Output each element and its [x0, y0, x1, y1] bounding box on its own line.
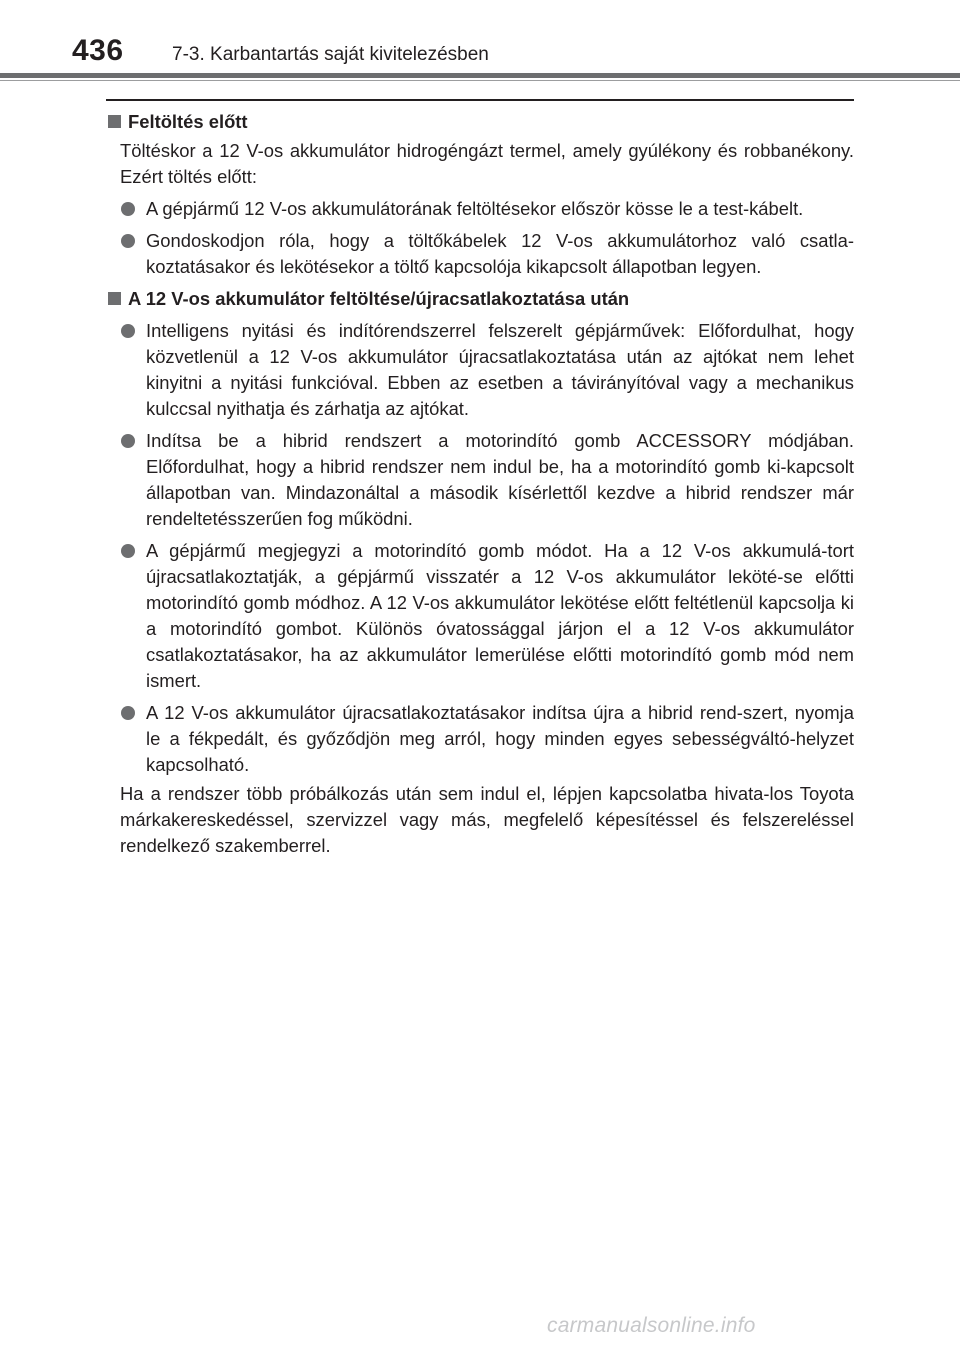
section-closing: Ha a rendszer több próbálkozás után sem indul el, lépjen kapcsolatba hivata-los Toyota márkakereskedéssel, szervizzel vagy más, megfelelő képesítéssel és felszereléssel rendelkező szakemberrel.: [120, 783, 854, 856]
list-item-text: A 12 V-os akkumulátor újracsatlakoztatásakor indítsa újra a hibrid rend-szert, nyomja le a fékpedált, és győződjön meg arról, hogy minden egyes sebességváltó-helyzet kapcsolható.: [146, 702, 854, 775]
list-item-text: Gondoskodjon róla, hogy a töltőkábelek 12 V-os akkumulátorhoz való csatla-koztatásakor és lekötésekor a töltő kapcsolója kikapcsolt állapotban legyen.: [146, 230, 854, 277]
section-heading-text: Feltöltés előtt: [128, 111, 248, 132]
section-before-charging: [106, 109, 854, 280]
page-header: [0, 0, 960, 80]
list-item-text: Intelligens nyitási és indítórendszerrel felszerelt gépjárművek: Előfordulhat, hogy közvetlenül a 12 V-os akkumulátor újracsatlakoztatása után az ajtókat nem lehet kinyitni a nyitási funkcióval. Ebben az esetben a távirányítóval vagy a mechanikus kulccsal nyithatja és zárhatja az ajtókat.: [146, 320, 854, 419]
section-heading-text: A 12 V-os akkumulátor feltöltése/újracsatlakoztatása után: [128, 288, 630, 309]
list-item: [106, 196, 854, 222]
round-bullet-icon: [121, 234, 135, 248]
list-item: [106, 538, 854, 694]
page-content: [106, 109, 854, 859]
round-bullet-icon: [121, 434, 135, 448]
square-bullet-icon: [108, 115, 121, 128]
header-rule-thin: [0, 80, 960, 81]
list-item: [106, 228, 854, 280]
square-bullet-icon: [108, 292, 121, 305]
round-bullet-icon: [121, 202, 135, 216]
section-intro: Töltéskor a 12 V-os akkumulátor hidrogéngázt termel, amely gyúlékony és robbanékony. Ezért töltés előtt:: [120, 140, 854, 187]
round-bullet-icon: [121, 706, 135, 720]
list-item-text: Indítsa be a hibrid rendszert a motorindító gomb ACCESSORY módjában. Előfordulhat, hogy a hibrid rendszer nem indul be, ha a motorindító gomb ki-kapcsolt állapotban van. Mindazonáltal a második kísérlettől kezdve a hibrid rendszer már rendeltetésszerűen fog működni.: [146, 430, 854, 529]
content-top-rule: [106, 99, 854, 101]
list-item: [106, 428, 854, 532]
round-bullet-icon: [121, 324, 135, 338]
list-item: [106, 318, 854, 422]
list-item-text: A gépjármű megjegyzi a motorindító gomb módot. Ha a 12 V-os akkumulá-tort újracsatlakoztatják, a gépjármű visszatér a 12 V-os akkumulátor leköté-se előtti motorindító gomb módhoz. A 12 V-os akkumulátor lekötése előtt feltétlenül kapcsolja ki a motorindító gombot. Különös óvatossággal járjon el a 12 V-os akkumulátor csatlakoztatásakor, ha az akkumulátor lemerülése előtti motorindító gomb mód nem ismert.: [146, 540, 854, 691]
chapter-title: 7-3. Karbantartás saját kivitelezésben: [172, 44, 489, 65]
list-item: [106, 700, 854, 778]
section-heading: [106, 286, 854, 312]
list-item-text: A gépjármű 12 V-os akkumulátorának feltöltésekor először kösse le a test-kábelt.: [146, 198, 804, 219]
header-rule: [0, 73, 960, 78]
watermark-text: carmanualsonline.info: [547, 1314, 756, 1337]
page-number: 436: [72, 34, 124, 67]
section-after-reconnect: [106, 286, 854, 859]
round-bullet-icon: [121, 544, 135, 558]
section-heading: [106, 109, 854, 135]
